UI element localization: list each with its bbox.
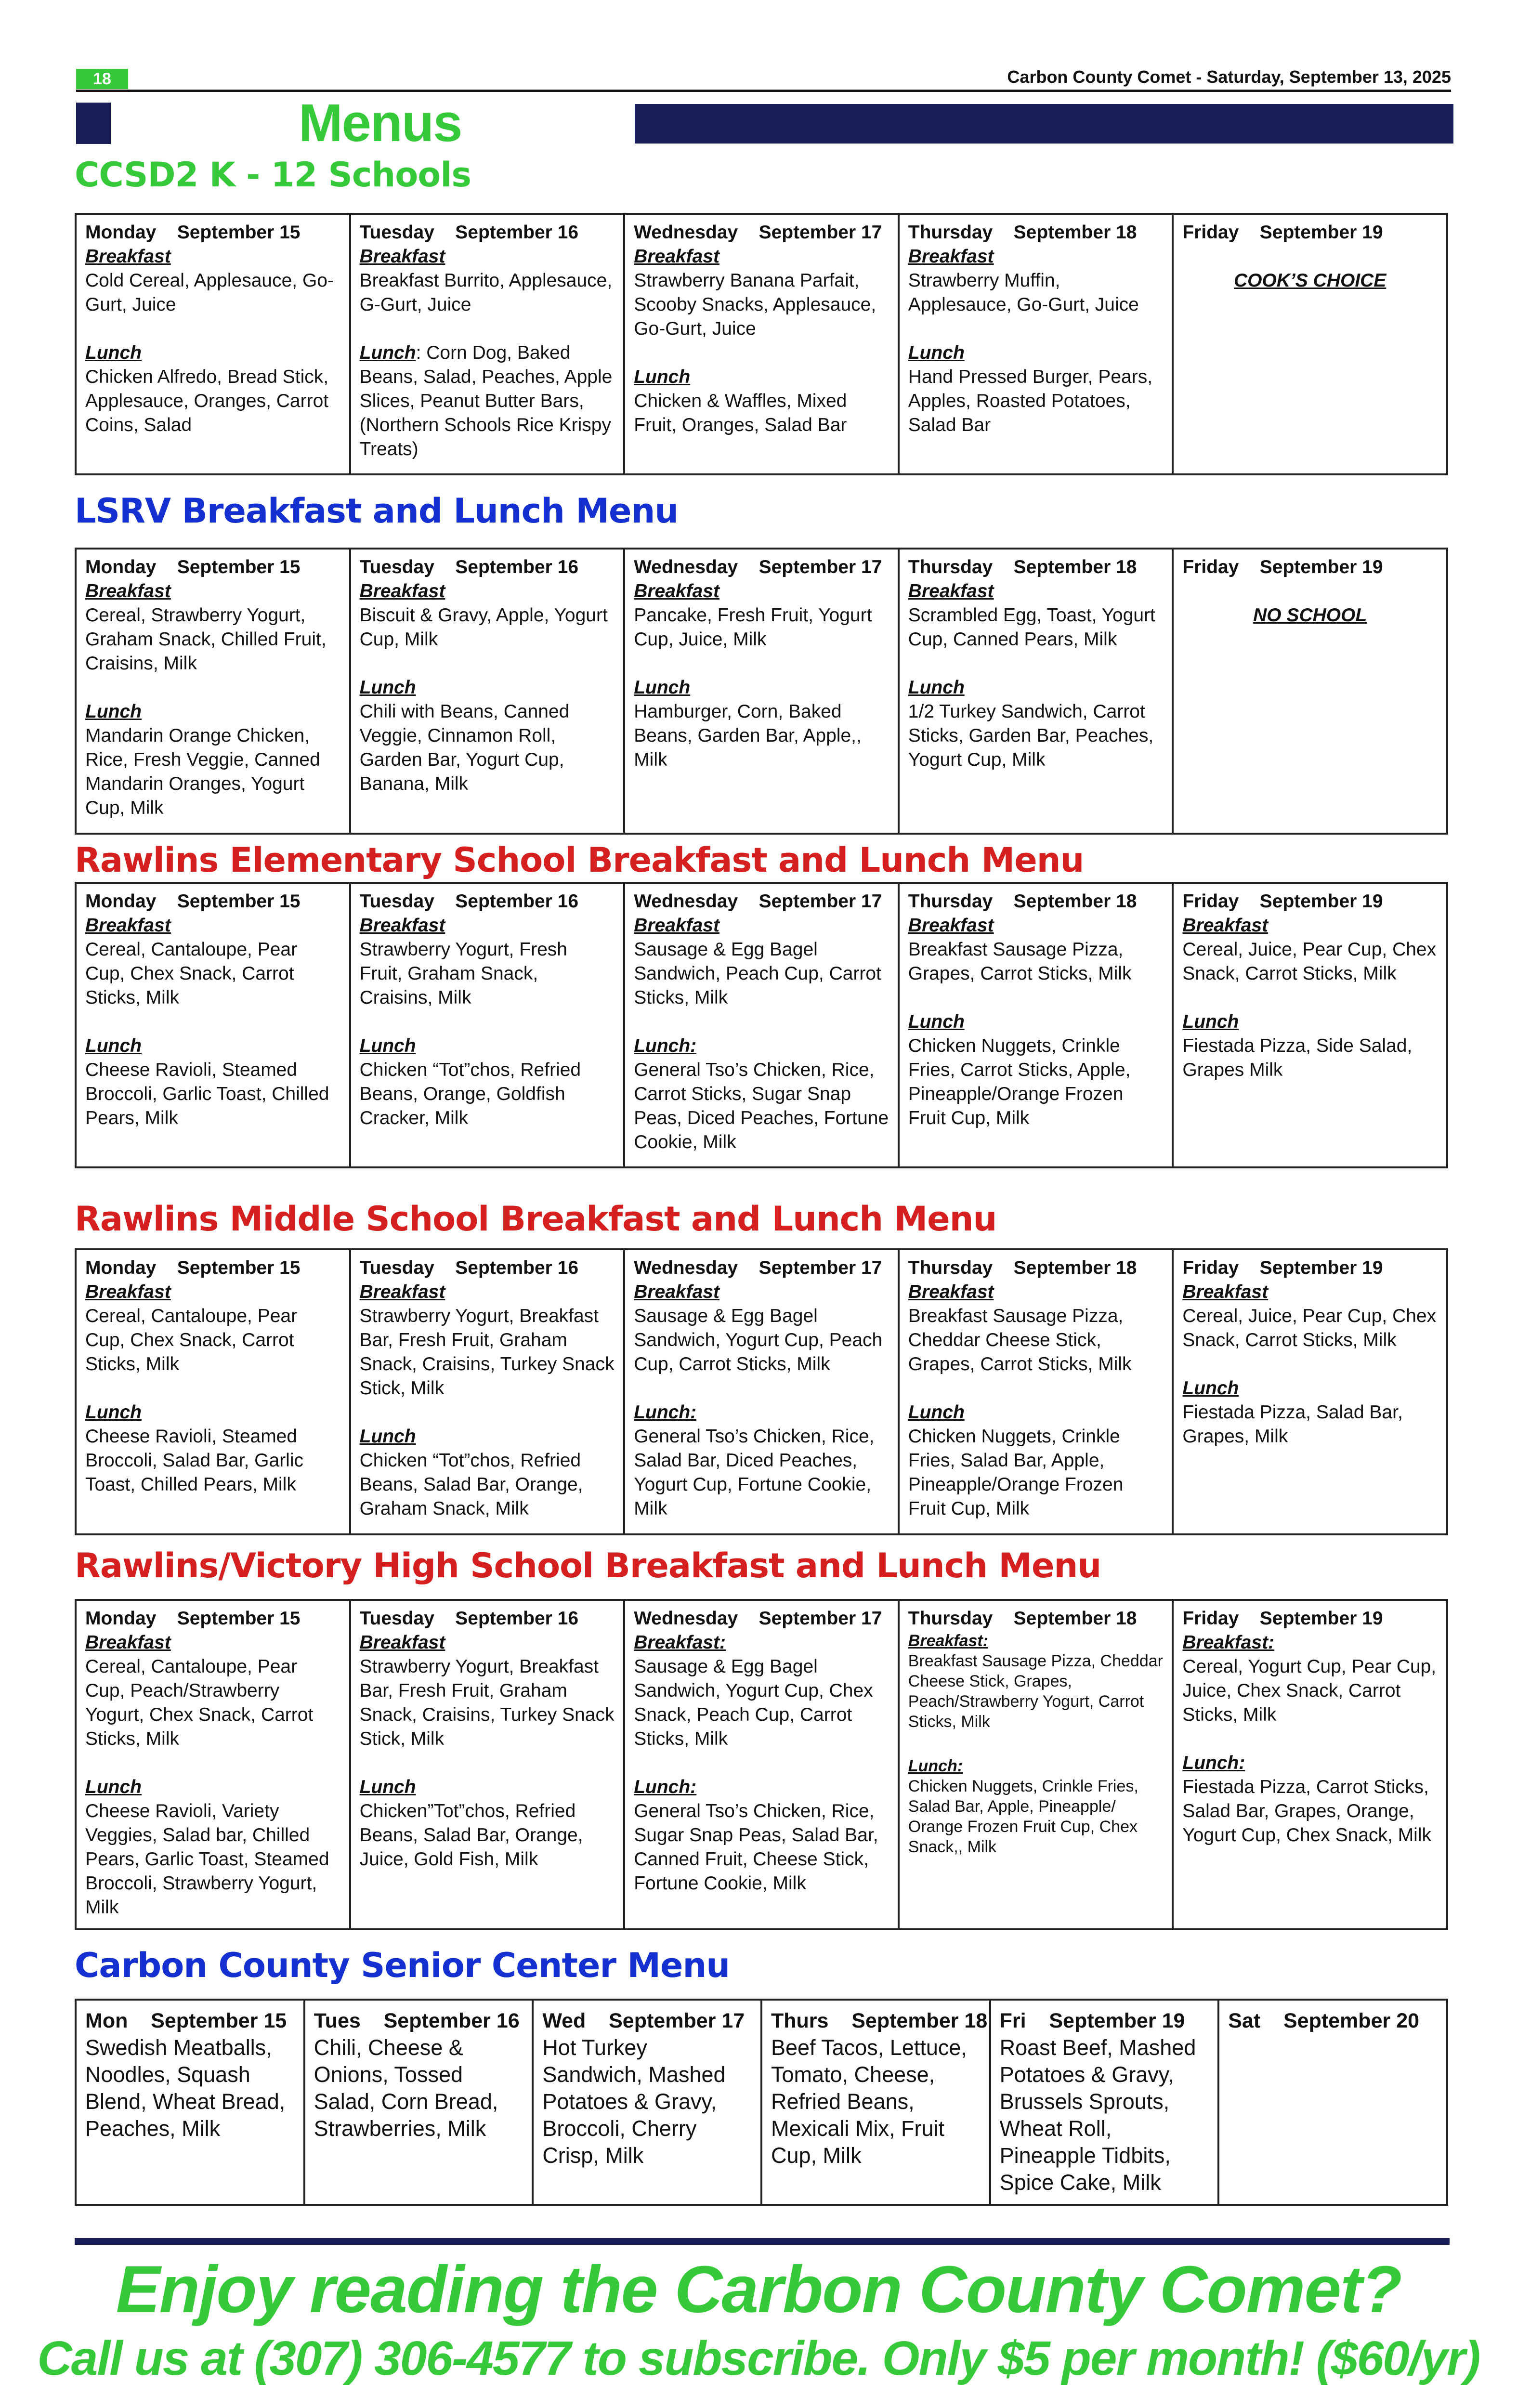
breakfast-label: Breakfast: [359, 915, 445, 936]
day-name: Friday: [1182, 1608, 1239, 1629]
lunch-label: Lunch:: [908, 1757, 963, 1775]
ccsd2-title: CCSD2 K - 12 Schools: [75, 155, 471, 195]
senior-menu-items: Roast Beef, Mashed Potatoes & Gravy, Brussels Sprouts, Wheat Roll, Pineapple Tidbits, Spice Cake, Milk: [999, 2035, 1196, 2195]
menu-day-cell: [76, 214, 350, 474]
lunch-items: Chicken Alfredo, Bread Stick, Applesauce, Oranges, Carrot Coins, Salad: [85, 366, 329, 435]
breakfast-items: Sausage & Egg Bagel Sandwich, Peach Cup, Carrot Sticks, Milk: [634, 939, 881, 1008]
lunch-label: Lunch: [85, 1402, 142, 1423]
day-header: [908, 1607, 1164, 1631]
day-date: September 19: [1259, 1608, 1383, 1629]
lunch-label: Lunch: [85, 342, 142, 363]
day-date: September 17: [758, 1608, 882, 1629]
day-name: Monday: [85, 557, 157, 577]
header-block: [76, 103, 111, 144]
day-header: [360, 221, 615, 245]
lunch-label: Lunch: [359, 1426, 416, 1447]
day-name: Tuesday: [359, 1257, 434, 1278]
rawlins-high-title: Rawlins/Victory High School Breakfast and Lunch Menu: [75, 1546, 1101, 1585]
breakfast-label: Breakfast: [85, 1632, 171, 1653]
day-header: [314, 2007, 523, 2034]
day-date: September 19: [1049, 2009, 1185, 2032]
day-date: September 15: [177, 1257, 301, 1278]
senior-center-title: Carbon County Senior Center Menu: [75, 1946, 730, 1985]
day-date: September 16: [455, 891, 579, 912]
day-name: Thursday: [908, 1257, 993, 1278]
day-date: September 19: [1259, 891, 1383, 912]
day-header: [1228, 2007, 1438, 2034]
lunch-items: General Tso’s Chicken, Rice, Sugar Snap Peas, Salad Bar, Canned Fruit, Cheese Stick, Fortune Cookie, Milk: [634, 1801, 878, 1894]
page-number: 18: [76, 69, 128, 89]
breakfast-label: Breakfast: [85, 581, 171, 602]
menu-day-cell: [624, 549, 899, 834]
day-name: Tues: [314, 2009, 361, 2032]
menu-day-cell: [76, 1249, 350, 1534]
breakfast-items: Breakfast Sausage Pizza, Cheddar Cheese Stick, Grapes, Carrot Sticks, Milk: [908, 1306, 1132, 1374]
lunch-label: Lunch: [359, 1777, 416, 1797]
lunch-label: Lunch: [908, 677, 965, 698]
day-header: [85, 2007, 295, 2034]
day-name: Sat: [1228, 2009, 1261, 2032]
breakfast-items: Strawberry Yogurt, Breakfast Bar, Fresh Fruit, Graham Snack, Craisins, Turkey Snack Stick, Milk: [359, 1306, 615, 1399]
breakfast-items: Cereal, Cantaloupe, Pear Cup, Chex Snack, Carrot Sticks, Milk: [85, 1306, 298, 1374]
breakfast-items: Scrambled Egg, Toast, Yogurt Cup, Canned Pears, Milk: [908, 605, 1155, 650]
breakfast-label: Breakfast: [85, 1282, 171, 1302]
day-date: September 17: [758, 557, 882, 577]
breakfast-label: Breakfast: [85, 246, 171, 267]
day-date: September 15: [177, 557, 301, 577]
breakfast-label: Breakfast: [908, 1282, 994, 1302]
breakfast-label: Breakfast:: [908, 1632, 989, 1650]
day-date: September 18: [1013, 557, 1137, 577]
menu-day-cell: [899, 214, 1173, 474]
day-date: September 19: [1259, 557, 1383, 577]
day-header: [85, 555, 340, 579]
menu-day-cell: [1173, 1600, 1447, 1929]
lunch-label: Lunch:: [1182, 1753, 1245, 1773]
header-rule: [76, 90, 1451, 92]
lsrv-menu-table: [75, 548, 1448, 835]
day-header: [634, 221, 889, 245]
day-date: September 16: [455, 1608, 579, 1629]
promo-headline: Enjoy reading the Carbon County Comet?: [116, 2252, 1401, 2327]
day-name: Tuesday: [359, 1608, 434, 1629]
day-date: September 16: [455, 222, 579, 243]
day-header: [1000, 2007, 1209, 2034]
day-date: September 15: [177, 222, 301, 243]
day-name: Wednesday: [634, 1608, 738, 1629]
breakfast-items: Cold Cereal, Applesauce, Go-Gurt, Juice: [85, 270, 334, 315]
day-note: COOK’S CHOICE: [1234, 270, 1386, 291]
day-header: [634, 1607, 889, 1631]
senior-menu-items: Beef Tacos, Lettuce, Tomato, Cheese, Refried Beans, Mexicali Mix, Fruit Cup, Milk: [771, 2035, 967, 2168]
lunch-label: Lunch: [359, 677, 416, 698]
menu-day-cell: [76, 549, 350, 834]
breakfast-label: Breakfast: [908, 915, 994, 936]
lunch-items: Mandarin Orange Chicken, Rice, Fresh Veggie, Canned Mandarin Oranges, Yogurt Cup, Milk: [85, 725, 320, 818]
lunch-items: Chicken & Waffles, Mixed Fruit, Oranges, Salad Bar: [634, 391, 847, 435]
lunch-label: Lunch: [634, 677, 691, 698]
day-name: Monday: [85, 1257, 157, 1278]
day-date: September 19: [1259, 1257, 1383, 1278]
breakfast-label: Breakfast: [85, 915, 171, 936]
menu-day-cell: [350, 1600, 625, 1929]
lunch-label: Lunch:: [634, 1777, 697, 1797]
day-header: [908, 221, 1164, 245]
menu-day-cell: [1173, 214, 1447, 474]
day-header: [85, 1607, 340, 1631]
rawlins-elementary-menu-table: [75, 882, 1448, 1168]
day-date: September 18: [851, 2009, 988, 2032]
breakfast-label: Breakfast: [1182, 1282, 1269, 1302]
day-date: September 18: [1013, 1257, 1137, 1278]
breakfast-items: Sausage & Egg Bagel Sandwich, Yogurt Cup, Peach Cup, Carrot Sticks, Milk: [634, 1306, 883, 1374]
breakfast-items: Biscuit & Gravy, Apple, Yogurt Cup, Milk: [359, 605, 608, 650]
lunch-items: 1/2 Turkey Sandwich, Carrot Sticks, Garden Bar, Peaches, Yogurt Cup, Milk: [908, 701, 1154, 770]
breakfast-label: Breakfast: [359, 246, 445, 267]
day-name: Fri: [999, 2009, 1026, 2032]
lunch-label: Lunch: [85, 1035, 142, 1056]
lunch-items: Hamburger, Corn, Baked Beans, Garden Bar, Apple,, Milk: [634, 701, 862, 770]
menu-day-cell: [990, 2000, 1219, 2205]
day-header: [85, 890, 340, 914]
menu-day-cell: [624, 883, 899, 1167]
menu-day-cell: [624, 214, 899, 474]
day-header: [634, 1256, 889, 1280]
breakfast-label: Breakfast:: [634, 1632, 726, 1653]
page-title: Menus: [299, 93, 462, 153]
day-date: September 18: [1013, 891, 1137, 912]
day-header: [542, 2007, 752, 2034]
lunch-items: Cheese Ravioli, Steamed Broccoli, Garlic Toast, Chilled Pears, Milk: [85, 1060, 329, 1128]
menu-day-cell: [1218, 2000, 1447, 2205]
day-name: Wed: [542, 2009, 586, 2032]
menu-day-cell: [1173, 1249, 1447, 1534]
menu-day-cell: [899, 883, 1173, 1167]
lunch-items: Chicken”Tot”chos, Refried Beans, Salad Bar, Orange, Juice, Gold Fish, Milk: [359, 1801, 583, 1870]
lunch-label: Lunch: [85, 1777, 142, 1797]
day-date: September 18: [1013, 1608, 1137, 1629]
day-name: Thursday: [908, 1608, 993, 1629]
menu-day-cell: [350, 549, 625, 834]
lunch-label: Lunch: [908, 1402, 965, 1423]
day-name: Friday: [1182, 557, 1239, 577]
day-date: September 16: [455, 1257, 579, 1278]
menu-day-cell: [899, 1600, 1173, 1929]
day-name: Wednesday: [634, 222, 738, 243]
breakfast-items: Cereal, Juice, Pear Cup, Chex Snack, Carrot Sticks, Milk: [1182, 939, 1437, 984]
day-name: Tuesday: [359, 891, 434, 912]
menu-day-cell: [76, 2000, 304, 2205]
promo-subscribe-line: Call us at (307) 306-4577 to subscribe. Only $5 per month! ($60/yr): [37, 2331, 1480, 2385]
lunch-label: Lunch:: [634, 1035, 697, 1056]
day-header: [360, 555, 615, 579]
menu-day-cell: [761, 2000, 990, 2205]
day-header: [360, 1607, 615, 1631]
day-name: Monday: [85, 891, 157, 912]
lunch-items: Hand Pressed Burger, Pears, Apples, Roasted Potatoes, Salad Bar: [908, 366, 1153, 435]
breakfast-label: Breakfast: [359, 1632, 445, 1653]
lunch-label: Lunch: [359, 1035, 416, 1056]
day-date: September 17: [758, 1257, 882, 1278]
lunch-label: Lunch: [634, 366, 691, 387]
day-name: Thursday: [908, 222, 993, 243]
day-header: [908, 555, 1164, 579]
breakfast-items: Breakfast Sausage Pizza, Grapes, Carrot Sticks, Milk: [908, 939, 1132, 984]
breakfast-items: Pancake, Fresh Fruit, Yogurt Cup, Juice, Milk: [634, 605, 872, 650]
day-date: September 17: [609, 2009, 745, 2032]
lunch-items: Fiestada Pizza, Side Salad, Grapes Milk: [1182, 1035, 1412, 1080]
day-name: Wednesday: [634, 557, 738, 577]
senior-center-menu-table: [75, 1999, 1448, 2206]
day-name: Wednesday: [634, 1257, 738, 1278]
menu-day-cell: [624, 1249, 899, 1534]
lunch-items: Cheese Ravioli, Variety Veggies, Salad bar, Chilled Pears, Garlic Toast, Steamed Broccoli, Strawberry Yogurt, Milk: [85, 1801, 329, 1918]
day-date: September 16: [455, 557, 579, 577]
lunch-items: General Tso’s Chicken, Rice, Carrot Sticks, Sugar Snap Peas, Diced Peaches, Fortune Cookie, Milk: [634, 1060, 889, 1152]
promo-top-rule: [75, 2238, 1450, 2245]
day-name: Thursday: [908, 891, 993, 912]
day-date: September 15: [177, 891, 301, 912]
day-date: September 18: [1013, 222, 1137, 243]
lunch-label: Lunch: [908, 1011, 965, 1032]
lunch-items: Fiestada Pizza, Salad Bar, Grapes, Milk: [1182, 1402, 1403, 1447]
lunch-label: Lunch:: [634, 1402, 697, 1423]
breakfast-label: Breakfast: [908, 581, 994, 602]
day-header: [771, 2007, 988, 2034]
lunch-label: Lunch: [359, 342, 416, 363]
day-date: September 20: [1283, 2009, 1420, 2032]
lunch-items: : Corn Dog, Baked Beans, Salad, Peaches, Apple Slices, Peanut Butter Bars, (Northern Schools Rice Krispy Treats): [359, 342, 613, 459]
day-date: September 19: [1259, 222, 1383, 243]
day-name: Thursday: [908, 557, 993, 577]
breakfast-label: Breakfast: [359, 1282, 445, 1302]
lunch-items: Chicken Nuggets, Crinkle Fries, Salad Bar, Apple, Pineapple/Orange Frozen Fruit Cup, Milk: [908, 1426, 1124, 1519]
rawlins-elementary-title: Rawlins Elementary School Breakfast and Lunch Menu: [75, 840, 1084, 880]
breakfast-label: Breakfast:: [1182, 1632, 1275, 1653]
senior-menu-items: Hot Turkey Sandwich, Mashed Potatoes & Gravy, Broccoli, Cherry Crisp, Milk: [542, 2035, 726, 2168]
day-header: [360, 890, 615, 914]
day-header: [634, 890, 889, 914]
menu-day-cell: [350, 883, 625, 1167]
breakfast-label: Breakfast: [1182, 915, 1269, 936]
day-header: [85, 221, 340, 245]
breakfast-items: Strawberry Yogurt, Breakfast Bar, Fresh Fruit, Graham Snack, Craisins, Turkey Snack Stick, Milk: [359, 1656, 615, 1749]
menu-day-cell: [899, 1249, 1173, 1534]
day-name: Monday: [85, 222, 157, 243]
day-header: [1182, 890, 1438, 914]
lunch-label: Lunch: [1182, 1011, 1239, 1032]
lunch-label: Lunch: [85, 701, 142, 722]
breakfast-label: Breakfast: [634, 1282, 719, 1302]
breakfast-label: Breakfast: [634, 581, 719, 602]
breakfast-items: Strawberry Yogurt, Fresh Fruit, Graham Snack, Craisins, Milk: [359, 939, 567, 1008]
lunch-items: Chicken “Tot”chos, Refried Beans, Orange, Goldfish Cracker, Milk: [359, 1060, 581, 1128]
breakfast-items: Breakfast Sausage Pizza, Cheddar Cheese Stick, Grapes, Peach/Strawberry Yogurt, Carrot Sticks, Milk: [908, 1652, 1163, 1731]
menu-day-cell: [1173, 883, 1447, 1167]
rawlins-middle-menu-table: [75, 1248, 1448, 1535]
menu-day-cell: [899, 549, 1173, 834]
rawlins-middle-title: Rawlins Middle School Breakfast and Lunch Menu: [75, 1199, 997, 1239]
breakfast-label: Breakfast: [359, 581, 445, 602]
breakfast-items: Breakfast Burrito, Applesauce, G-Gurt, Juice: [359, 270, 613, 315]
rawlins-high-menu-table: [75, 1599, 1448, 1930]
day-header: [1182, 555, 1438, 579]
menu-day-cell: [624, 1600, 899, 1929]
menu-day-cell: [304, 2000, 533, 2205]
day-header: [360, 1256, 615, 1280]
publication-dateline: Carbon County Comet - Saturday, September 13, 2025: [1007, 67, 1451, 87]
day-name: Thurs: [771, 2009, 829, 2032]
lunch-label: Lunch: [1182, 1378, 1239, 1399]
day-header: [908, 890, 1164, 914]
breakfast-items: Strawberry Banana Parfait, Scooby Snacks, Applesauce, Go-Gurt, Juice: [634, 270, 876, 339]
lunch-items: Fiestada Pizza, Carrot Sticks, Salad Bar, Grapes, Orange, Yogurt Cup, Chex Snack, Milk: [1182, 1777, 1432, 1845]
day-name: Mon: [85, 2009, 128, 2032]
day-name: Friday: [1182, 222, 1239, 243]
breakfast-items: Cereal, Yogurt Cup, Pear Cup, Juice, Chex Snack, Carrot Sticks, Milk: [1182, 1656, 1437, 1725]
day-header: [1182, 1256, 1438, 1280]
breakfast-label: Breakfast: [908, 246, 994, 267]
day-name: Wednesday: [634, 891, 738, 912]
menu-day-cell: [76, 883, 350, 1167]
day-date: September 17: [758, 891, 882, 912]
day-name: Friday: [1182, 891, 1239, 912]
day-header: [85, 1256, 340, 1280]
day-name: Tuesday: [359, 557, 434, 577]
day-header: [1182, 1607, 1438, 1631]
day-header: [634, 555, 889, 579]
lunch-items: Chicken Nuggets, Crinkle Fries, Salad Bar, Apple, Pineapple/ Orange Frozen Fruit Cup, Chex Snack,, Milk: [908, 1777, 1138, 1856]
lunch-items: General Tso’s Chicken, Rice, Salad Bar, Diced Peaches, Yogurt Cup, Fortune Cookie, Milk: [634, 1426, 875, 1519]
menu-day-cell: [76, 1600, 350, 1929]
day-date: September 16: [383, 2009, 520, 2032]
day-date: September 17: [758, 222, 882, 243]
menu-day-cell: [1173, 549, 1447, 834]
breakfast-items: Strawberry Muffin, Applesauce, Go-Gurt, Juice: [908, 270, 1139, 315]
lsrv-title: LSRV Breakfast and Lunch Menu: [75, 491, 679, 531]
day-note: NO SCHOOL: [1253, 605, 1367, 626]
breakfast-items: Cereal, Cantaloupe, Pear Cup, Chex Snack, Carrot Sticks, Milk: [85, 939, 298, 1008]
lunch-items: Chicken “Tot”chos, Refried Beans, Salad Bar, Orange, Graham Snack, Milk: [359, 1450, 583, 1519]
breakfast-label: Breakfast: [634, 915, 719, 936]
breakfast-label: Breakfast: [634, 246, 719, 267]
header-bar: [635, 104, 1453, 144]
breakfast-items: Sausage & Egg Bagel Sandwich, Yogurt Cup, Chex Snack, Peach Cup, Carrot Sticks, Milk: [634, 1656, 873, 1749]
day-name: Friday: [1182, 1257, 1239, 1278]
lunch-items: Cheese Ravioli, Steamed Broccoli, Salad Bar, Garlic Toast, Chilled Pears, Milk: [85, 1426, 304, 1495]
senior-menu-items: Swedish Meatballs, Noodles, Squash Blend, Wheat Bread, Peaches, Milk: [85, 2035, 286, 2141]
day-header: [1182, 221, 1438, 245]
menu-day-cell: [350, 1249, 625, 1534]
ccsd2-menu-table: [75, 213, 1448, 475]
lunch-label: Lunch: [908, 342, 965, 363]
lunch-items: Chicken Nuggets, Crinkle Fries, Carrot Sticks, Apple, Pineapple/Orange Frozen Fruit Cup, Milk: [908, 1035, 1131, 1128]
breakfast-items: Cereal, Strawberry Yogurt, Graham Snack, Chilled Fruit, Craisins, Milk: [85, 605, 327, 674]
breakfast-items: Cereal, Juice, Pear Cup, Chex Snack, Carrot Sticks, Milk: [1182, 1306, 1437, 1350]
day-name: Tuesday: [359, 222, 434, 243]
day-header: [908, 1256, 1164, 1280]
menu-day-cell: [350, 214, 625, 474]
day-name: Monday: [85, 1608, 157, 1629]
lunch-items: Chili with Beans, Canned Veggie, Cinnamon Roll, Garden Bar, Yogurt Cup, Banana, Milk: [359, 701, 570, 794]
senior-menu-items: Chili, Cheese & Onions, Tossed Salad, Corn Bread, Strawberries, Milk: [314, 2035, 498, 2141]
menu-day-cell: [533, 2000, 761, 2205]
day-date: September 15: [151, 2009, 287, 2032]
breakfast-items: Cereal, Cantaloupe, Pear Cup, Peach/Strawberry Yogurt, Chex Snack, Carrot Sticks, Milk: [85, 1656, 314, 1749]
day-date: September 15: [177, 1608, 301, 1629]
